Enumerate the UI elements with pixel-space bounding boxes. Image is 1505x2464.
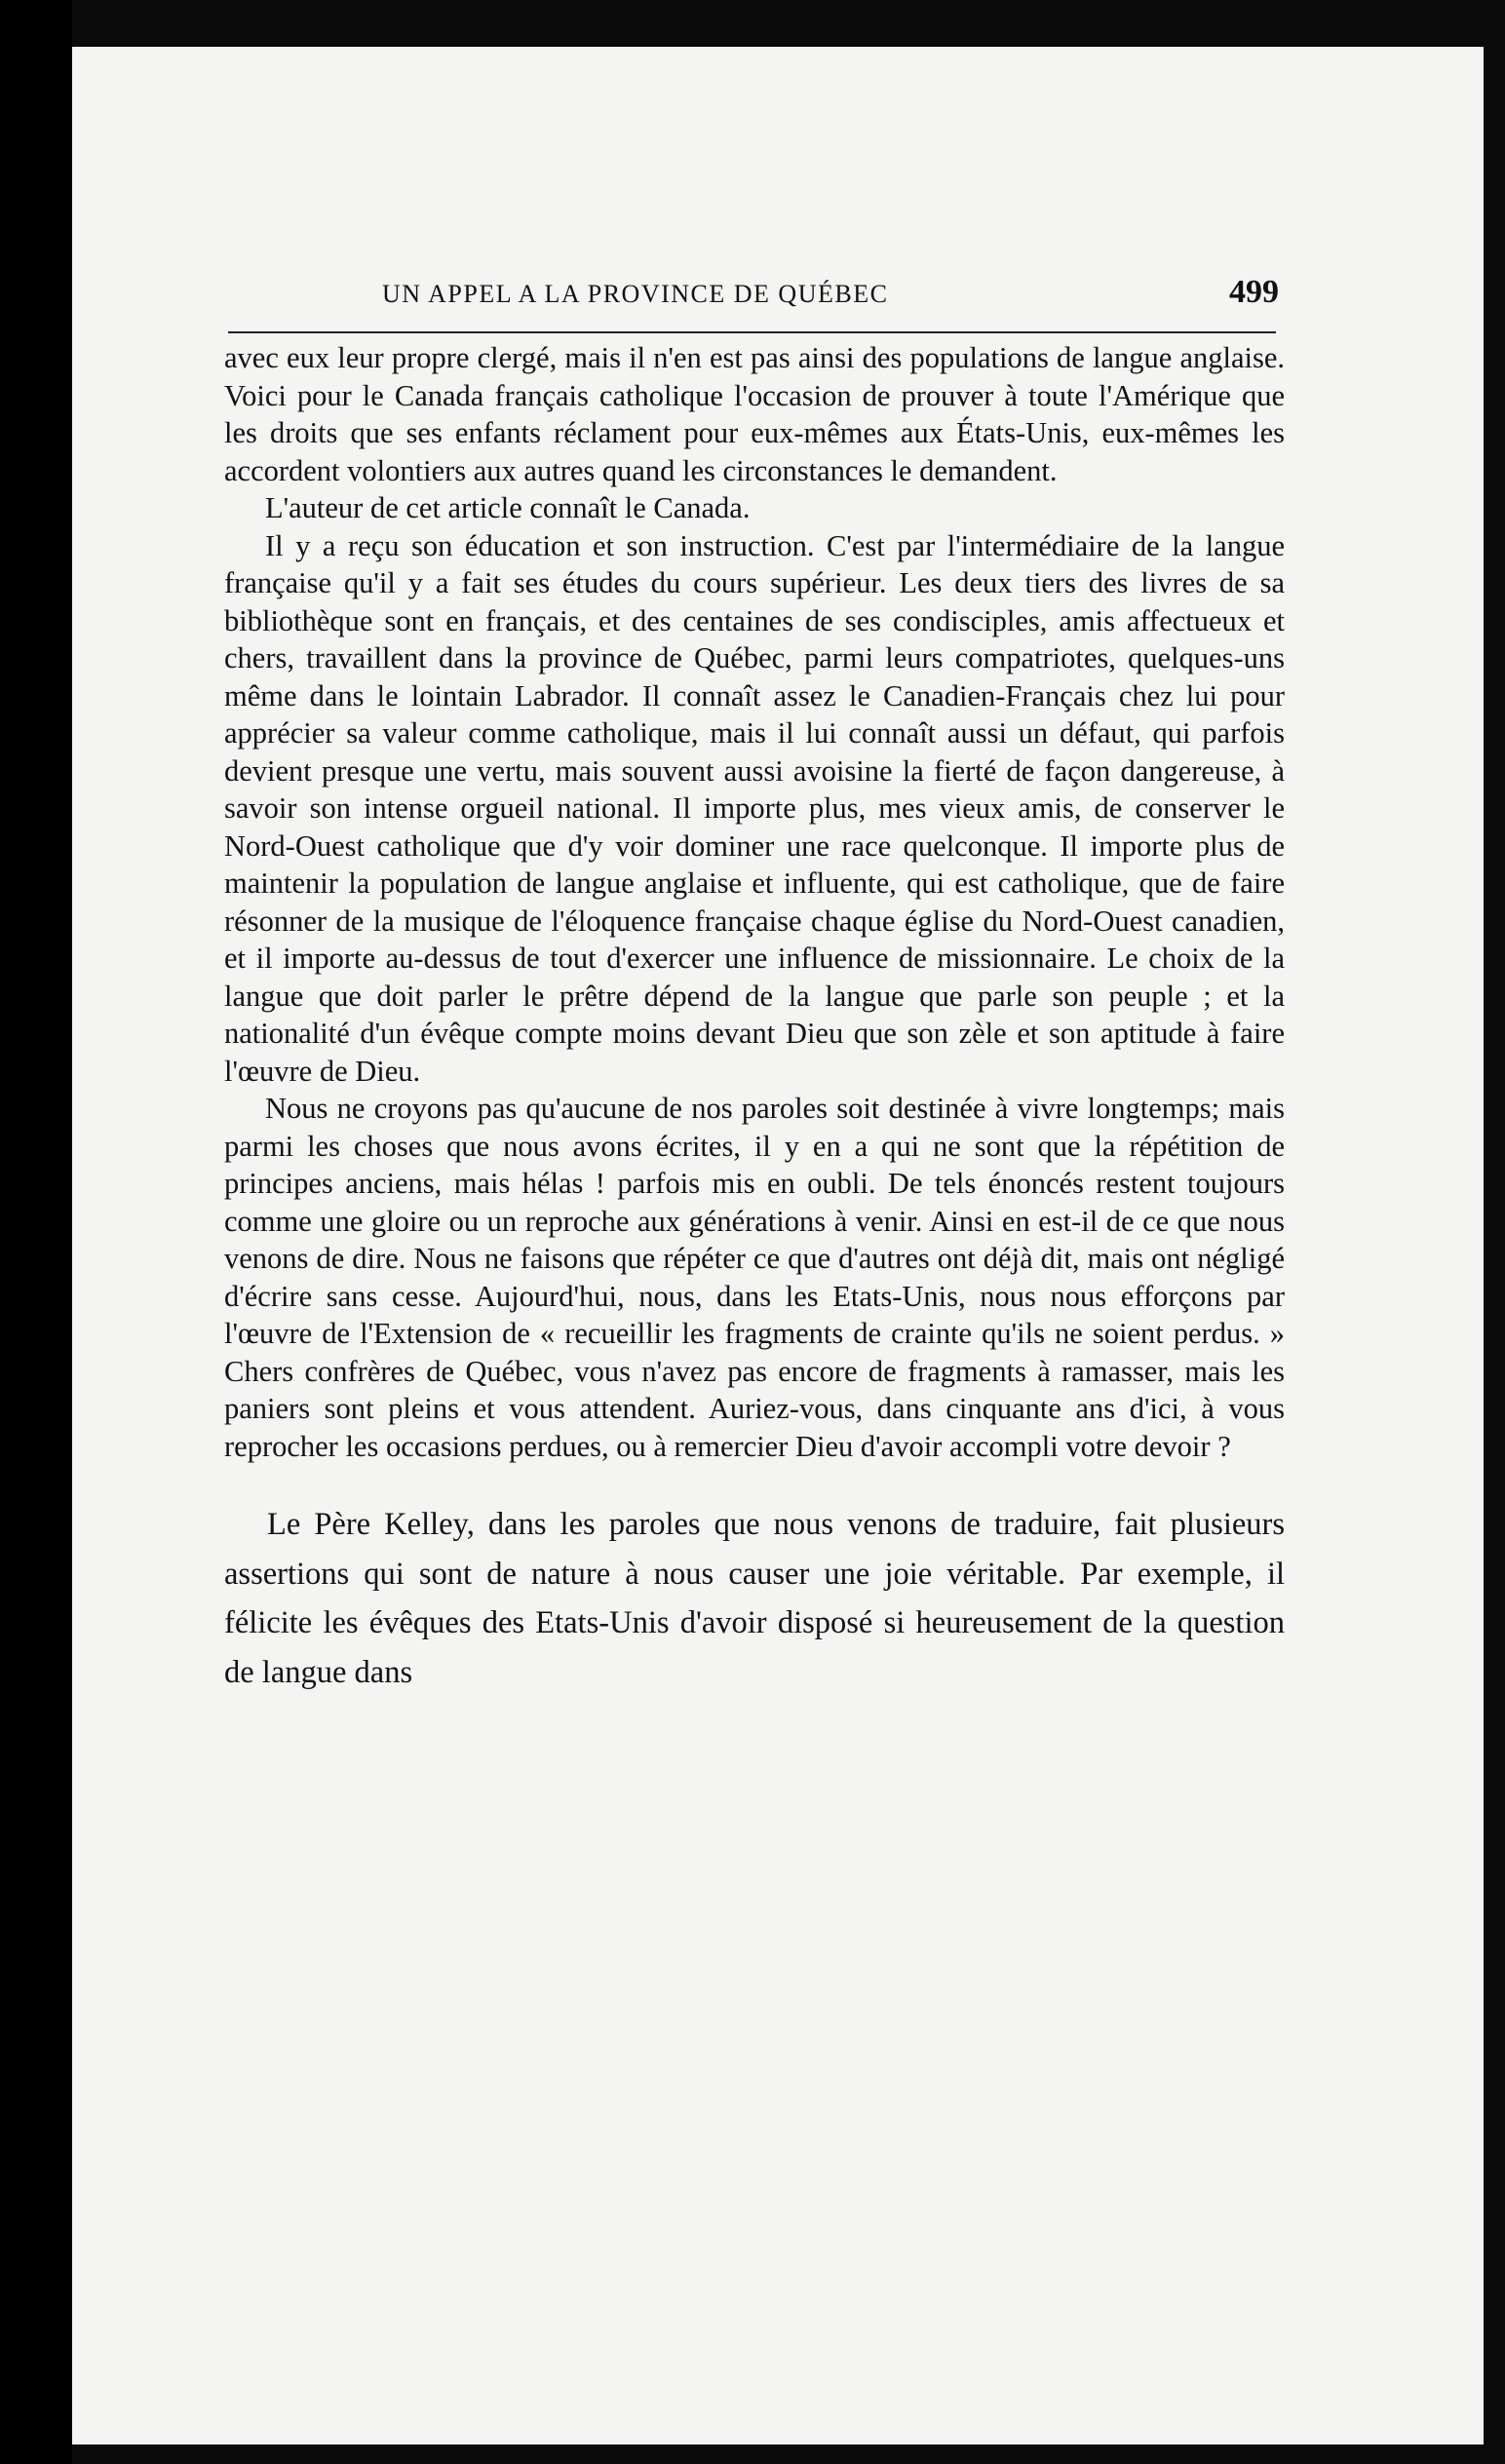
page-number: 499 — [1229, 274, 1279, 310]
running-title: UN APPEL A LA PROVINCE DE QUÉBEC — [382, 280, 889, 308]
page-header — [382, 274, 1279, 325]
header-rule — [228, 331, 1276, 333]
paragraph: Nous ne croyons pas qu'aucune de nos paroles soit destinée à vivre longtemps; mais parmi les choses que nous avons écrites, il y en a qui ne sont que la répétition de principes anciens, mais hélas ! parfois mis en oubli. De tels énoncés restent toujours comme une gloire ou un reproche aux générations à venir. Ainsi en est-il de ce que nous venons de dire. Nous ne faisons que répéter ce que d'autres ont déjà dit, mais ont négligé d'écrire sans cesse. Aujourd'hui, nous, dans les Etats-Unis, nous nous efforçons par l'œuvre de l'Extension de « recueillir les fragments de crainte qu'ils ne soient perdus. » Chers confrères de Québec, vous n'avez pas encore de fragments à ramasser, mais les paniers sont pleins et vous attendent. Auriez-vous, dans cinquante ans d'ici, à vous reprocher les occasions perdues, ou à remercier Dieu d'avoir accompli votre devoir ? — [224, 1092, 1285, 1463]
paragraph: Le Père Kelley, dans les paroles que nous venons de traduire, fait plusieurs assertions qui sont de nature à nous causer une joie véritable. Par exemple, il félicite les évêques des Etats-Unis d'avoir disposé si heureusement de la question de langue dans — [224, 1507, 1285, 1690]
book-page — [72, 47, 1484, 2445]
scan-border — [0, 0, 72, 2464]
paragraph: avec eux leur propre clergé, mais il n'en est pas ainsi des populations de langue anglaise. Voici pour le Canada français catholique l'occasion de prouver à toute l'Amérique que les droits que ses enfants réclament pour eux-mêmes aux États-Unis, eux-mêmes les accordent volontiers aux autres quand les circonstances le demandent. — [224, 341, 1285, 487]
paragraph: L'auteur de cet article connaît le Canada. — [265, 491, 751, 524]
page-body — [224, 339, 1285, 1697]
paragraph: Il y a reçu son éducation et son instruction. C'est par l'intermédiaire de la langue française qu'il y a fait ses études du cours supérieur. Les deux tiers des livres de sa bibliothèque sont en français, et des centaines de ses condisciples, amis affectueux et chers, travaillent dans la province de Québec, parmi leurs compatriotes, quelques-uns même dans le lointain Labrador. Il connaît assez le Canadien-Français chez lui pour apprécier sa valeur comme catholique, mais il lui connaît aussi un défaut, qui parfois devient presque une vertu, mais souvent aussi avoisine la fierté de façon dangereuse, à savoir son intense orgueil national. Il importe plus, mes vieux amis, de conserver le Nord-Ouest catholique que d'y voir dominer une race quelconque. Il importe plus de maintenir la population de langue anglaise et influente, qui est catholique, que de faire résonner de la musique de l'éloquence française chaque église du Nord-Ouest canadien, et il importe au-dessus de tout d'exercer une influence de missionnaire. Le choix de la langue que doit parler le prêtre dépend de la langue que parle son peuple ; et la nationalité d'un évêque compte moins devant Dieu que son zèle et son aptitude à faire l'œuvre de Dieu. — [224, 528, 1285, 1088]
quoted-text — [224, 339, 1285, 1465]
commentary-text — [224, 1500, 1285, 1697]
